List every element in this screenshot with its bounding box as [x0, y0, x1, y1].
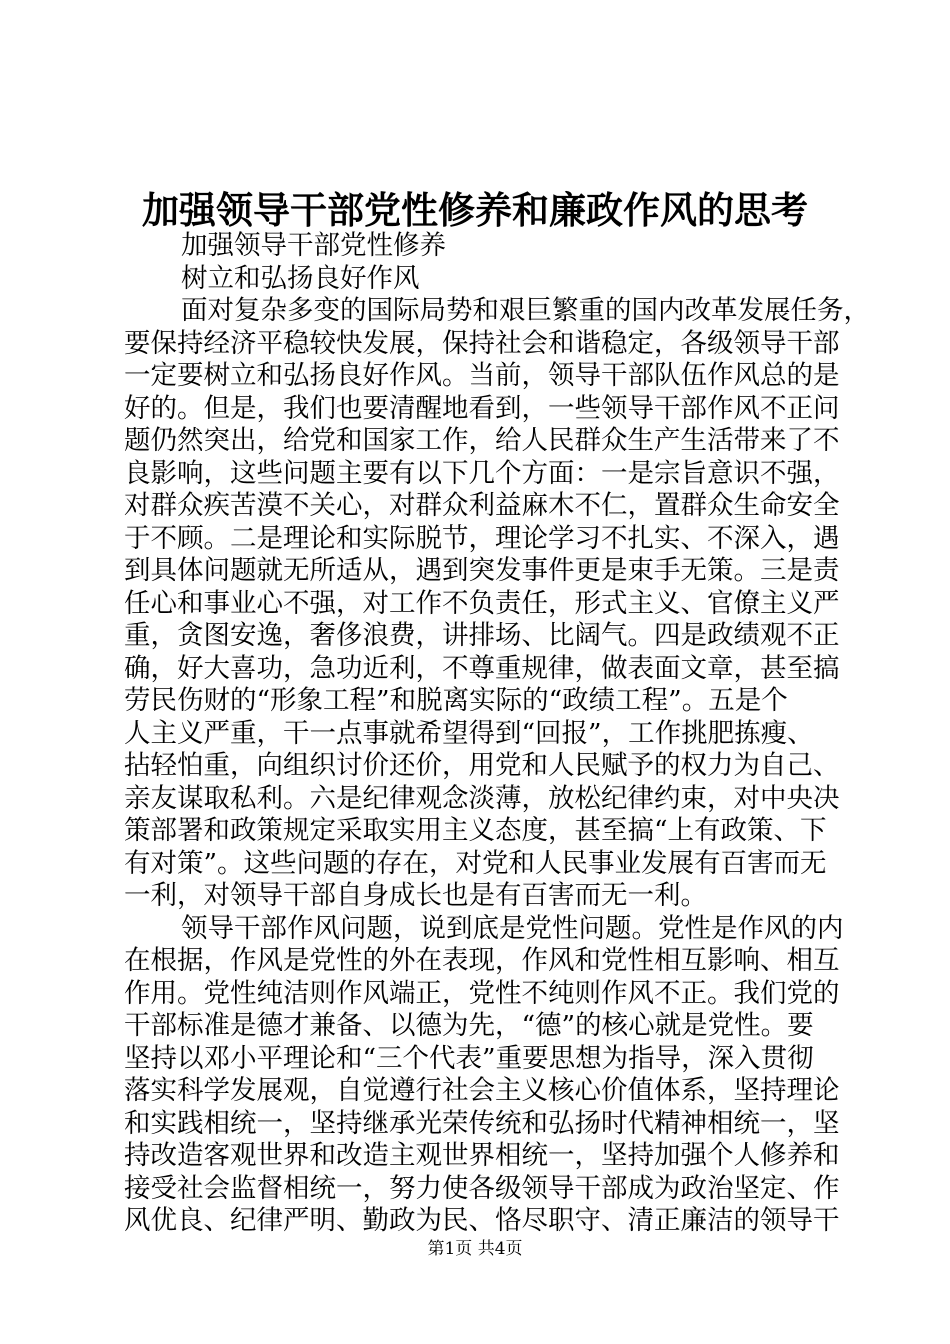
paragraph-line: 人主义严重，干一点事就希望得到“回报”，工作挑肥拣瘦、 — [124, 717, 814, 749]
paragraph-line: 在根据，作风是党性的外在表现，作风和党性相互影响、相互 — [124, 945, 840, 976]
paragraph-line: 接受社会监督相统一，努力使各级领导干部成为政治坚定、作 — [124, 1172, 840, 1204]
subheading-line: 加强领导干部党性修养 — [181, 230, 446, 261]
paragraph-line: 和实践相统一，坚持继承光荣传统和弘扬时代精神相统一，坚 — [124, 1107, 840, 1139]
paragraph-line: 领导干部作风问题，说到底是党性问题。党性是作风的内 — [181, 912, 844, 944]
paragraph-line: 到具体问题就无所适从，遇到突发事件更是束手无策。三是责 — [124, 555, 840, 586]
paragraph-line: 于不顾。二是理论和实际脱节，理论学习不扎实、不深入，遇 — [124, 522, 840, 554]
paragraph-line: 干部标准是德才兼备、以德为先，“德”的核心就是党性。要 — [124, 1010, 814, 1041]
paragraph-line: 拈轻怕重，向组织讨价还价，用党和人民赋予的权力为自己、 — [124, 750, 840, 781]
paragraph-line: 亲友谋取私利。六是纪律观念淡薄，放松纪律约束，对中央决 — [124, 782, 840, 814]
subheading-line: 树立和弘扬良好作风 — [181, 262, 420, 294]
paragraph-line: 作用。党性纯洁则作风端正，党性不纯则作风不正。我们党的 — [124, 977, 840, 1009]
paragraph-line: 策部署和政策规定采取实用主义态度，甚至搞“上有政策、下 — [124, 815, 827, 846]
paragraph-line: 一定要树立和弘扬良好作风。当前，领导干部队伍作风总的是 — [124, 360, 840, 391]
paragraph-line: 题仍然突出，给党和国家工作，给人民群众生产生活带来了不 — [124, 425, 840, 456]
paragraph-line: 任心和事业心不强，对工作不负责任，形式主义、官僚主义严 — [124, 587, 840, 619]
paragraph-line: 面对复杂多变的国际局势和艰巨繁重的国内改革发展任务， — [181, 295, 870, 326]
document-title: 加强领导干部党性修养和廉政作风的思考 — [142, 188, 808, 232]
paragraph-line: 有对策”。这些问题的存在，对党和人民事业发展有百害而无 — [124, 847, 827, 879]
paragraph-line: 风优良、纪律严明、勤政为民、恪尽职守、清正廉洁的领导干 — [124, 1205, 840, 1236]
paragraph-line: 落实科学发展观，自觉遵行社会主义核心价值体系，坚持理论 — [124, 1075, 840, 1106]
paragraph-line: 坚持以邓小平理论和“三个代表”重要思想为指导，深入贯彻 — [124, 1042, 814, 1074]
paragraph-line: 持改造客观世界和改造主观世界相统一，坚持加强个人修养和 — [124, 1140, 840, 1171]
paragraph-line: 对群众疾苦漠不关心，对群众利益麻木不仁，置群众生命安全 — [124, 490, 840, 521]
paragraph-line: 重，贪图安逸，奢侈浪费，讲排场、比阔气。四是政绩观不正 — [124, 620, 840, 651]
paragraph-line: 劳民伤财的“形象工程”和脱离实际的“政绩工程”。五是个 — [124, 685, 788, 716]
document-body — [124, 230, 870, 1270]
paragraph-line: 要保持经济平稳较快发展，保持社会和谐稳定，各级领导干部 — [124, 327, 840, 359]
paragraph-line: 确，好大喜功，急功近利，不尊重规律，做表面文章，甚至搞 — [124, 652, 840, 684]
page-number-footer: 第1页 共4页 — [427, 1239, 523, 1259]
paragraph-line: 好的。但是，我们也要清醒地看到，一些领导干部作风不正问 — [124, 392, 840, 424]
paragraph-line: 一利，对领导干部自身成长也是有百害而无一利。 — [124, 880, 707, 911]
paragraph-line: 良影响，这些问题主要有以下几个方面：一是宗旨意识不强， — [124, 457, 840, 489]
